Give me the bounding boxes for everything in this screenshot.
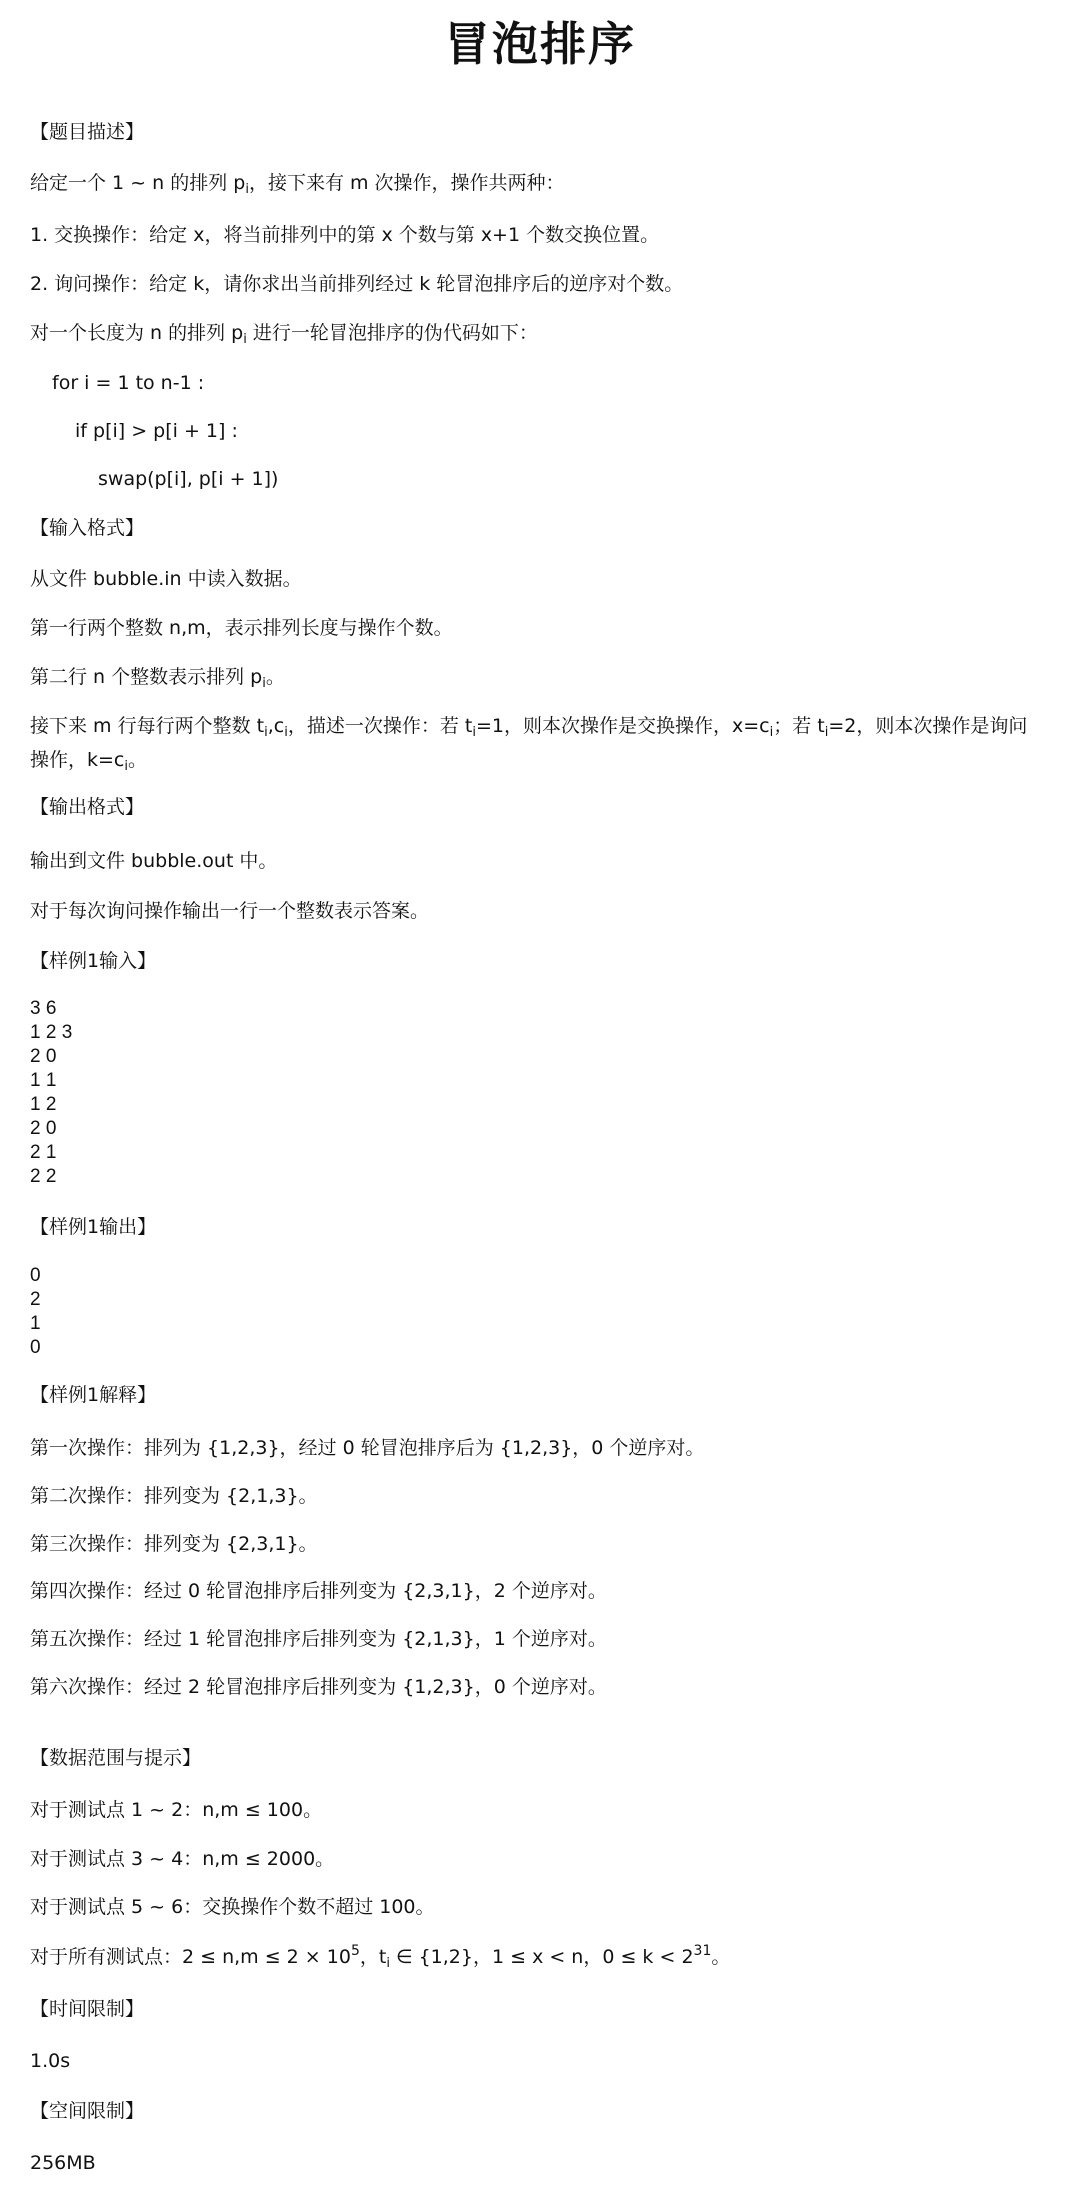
explain-line: 第四次操作：经过 0 轮冒泡排序后排列变为 {2,3,1}，2 个逆序对。 (30, 1580, 607, 1602)
output-format-heading: 【输出格式】 (30, 796, 145, 818)
sample-input-line: 2 2 (30, 1166, 57, 1187)
subscript: i (264, 725, 268, 740)
memory-limit-value: 256MB (30, 2152, 96, 2174)
subscript: i (243, 332, 247, 347)
sample-input-line: 2 0 (30, 1118, 57, 1139)
subscript: i (124, 759, 128, 774)
superscript: 31 (693, 1943, 712, 1959)
input-first-line: 第一行两个整数 n,m，表示排列长度与操作个数。 (30, 617, 453, 639)
text: 第二行 n 个整数表示排列 p (30, 666, 263, 688)
sample-explain-heading: 【样例1解释】 (30, 1384, 157, 1406)
subscript: i (284, 725, 288, 740)
subscript: i (262, 676, 266, 691)
text: ，接下来有 m 次操作，操作共两种： (248, 172, 565, 194)
memory-limit-heading: 【空间限制】 (30, 2100, 145, 2122)
sample-input-line: 1 2 (30, 1094, 57, 1115)
text: 对一个长度为 n 的排列 p (30, 322, 244, 344)
sample-output-line: 0 (30, 1337, 41, 1358)
sample-input-line: 2 1 (30, 1142, 57, 1163)
code-line-for: for i = 1 to n-1 : (52, 372, 205, 394)
time-limit-heading: 【时间限制】 (30, 1998, 145, 2020)
output-answer-line: 对于每次询问操作输出一行一个整数表示答案。 (30, 900, 430, 922)
sample-output-line: 0 (30, 1265, 41, 1286)
sample-input-line: 2 0 (30, 1046, 57, 1067)
code-line-swap: swap(p[i], p[i + 1]) (98, 468, 279, 490)
sample-output-heading: 【样例1输出】 (30, 1216, 157, 1238)
text: 。 (265, 666, 285, 688)
subscript: i (769, 725, 774, 740)
sample-input-heading: 【样例1输入】 (30, 950, 157, 972)
sample-input-line: 1 2 3 (30, 1022, 73, 1043)
text: =2，则本次操作是询问操作，k=c (30, 715, 1028, 771)
text: 给定一个 1 ~ n 的排列 p (30, 172, 246, 194)
constraint-line: 对于测试点 5 ~ 6：交换操作个数不超过 100。 (30, 1896, 435, 1918)
input-file-line: 从文件 bubble.in 中读入数据。 (30, 568, 302, 590)
pseudocode-intro (30, 320, 538, 346)
subscript: i (472, 725, 476, 740)
text: 接下来 m 行每行两个整数 t (30, 715, 265, 737)
subscript: i (245, 182, 249, 197)
sample-output-line: 2 (30, 1289, 41, 1310)
description-line (30, 170, 565, 196)
sample-output-line: 1 (30, 1313, 41, 1334)
text: ，t (359, 1946, 387, 1968)
output-file-line: 输出到文件 bubble.out 中。 (30, 850, 278, 872)
text: ，描述一次操作：若 t (287, 715, 473, 737)
constraint-line: 对于测试点 3 ~ 4：n,m ≤ 2000。 (30, 1848, 335, 1870)
text: 进行一轮冒泡排序的伪代码如下： (246, 322, 538, 344)
text: 。 (128, 749, 148, 771)
explain-line: 第二次操作：排列变为 {2,1,3}。 (30, 1485, 318, 1507)
description-heading: 【题目描述】 (30, 121, 145, 143)
constraints-heading: 【数据范围与提示】 (30, 1747, 202, 1769)
operation-swap: 1. 交换操作：给定 x，将当前排列中的第 x 个数与第 x+1 个数交换位置。 (30, 224, 660, 246)
code-line-if: if p[i] > p[i + 1] : (75, 420, 238, 442)
text: ,c (267, 715, 285, 737)
superscript: 5 (350, 1943, 360, 1959)
explain-line: 第六次操作：经过 2 轮冒泡排序后排列变为 {1,2,3}，0 个逆序对。 (30, 1676, 607, 1698)
time-limit-value: 1.0s (30, 2050, 71, 2072)
subscript: i (386, 1956, 390, 1971)
input-operations-line (30, 709, 1040, 777)
explain-line: 第三次操作：排列变为 {2,3,1}。 (30, 1533, 318, 1555)
sample-input-line: 1 1 (30, 1070, 57, 1091)
sample-input-line: 3 6 (30, 998, 57, 1019)
text: =1，则本次操作是交换操作，x=c (475, 715, 770, 737)
text: 对于所有测试点：2 ≤ n,m ≤ 2 × 10 (30, 1946, 351, 1968)
text: ；若 t (773, 715, 825, 737)
text: 。 (711, 1946, 731, 1968)
input-second-line (30, 664, 285, 690)
constraint-line (30, 1944, 730, 1970)
explain-line: 第一次操作：排列为 {1,2,3}，经过 0 轮冒泡排序后为 {1,2,3}，0 个逆序对。 (30, 1437, 705, 1459)
operation-query: 2. 询问操作：给定 k，请你求出当前排列经过 k 轮冒泡排序后的逆序对个数。 (30, 273, 684, 295)
sample-input-block (30, 997, 72, 1189)
subscript: i (824, 725, 829, 740)
text: ∈ {1,2}，1 ≤ x < n，0 ≤ k < 2 (389, 1946, 694, 1968)
explain-line: 第五次操作：经过 1 轮冒泡排序后排列变为 {2,1,3}，1 个逆序对。 (30, 1628, 607, 1650)
sample-output-block (30, 1264, 41, 1360)
constraint-line: 对于测试点 1 ~ 2：n,m ≤ 100。 (30, 1799, 323, 1821)
page-title: 冒泡排序 (444, 17, 636, 71)
input-format-heading: 【输入格式】 (30, 517, 145, 539)
